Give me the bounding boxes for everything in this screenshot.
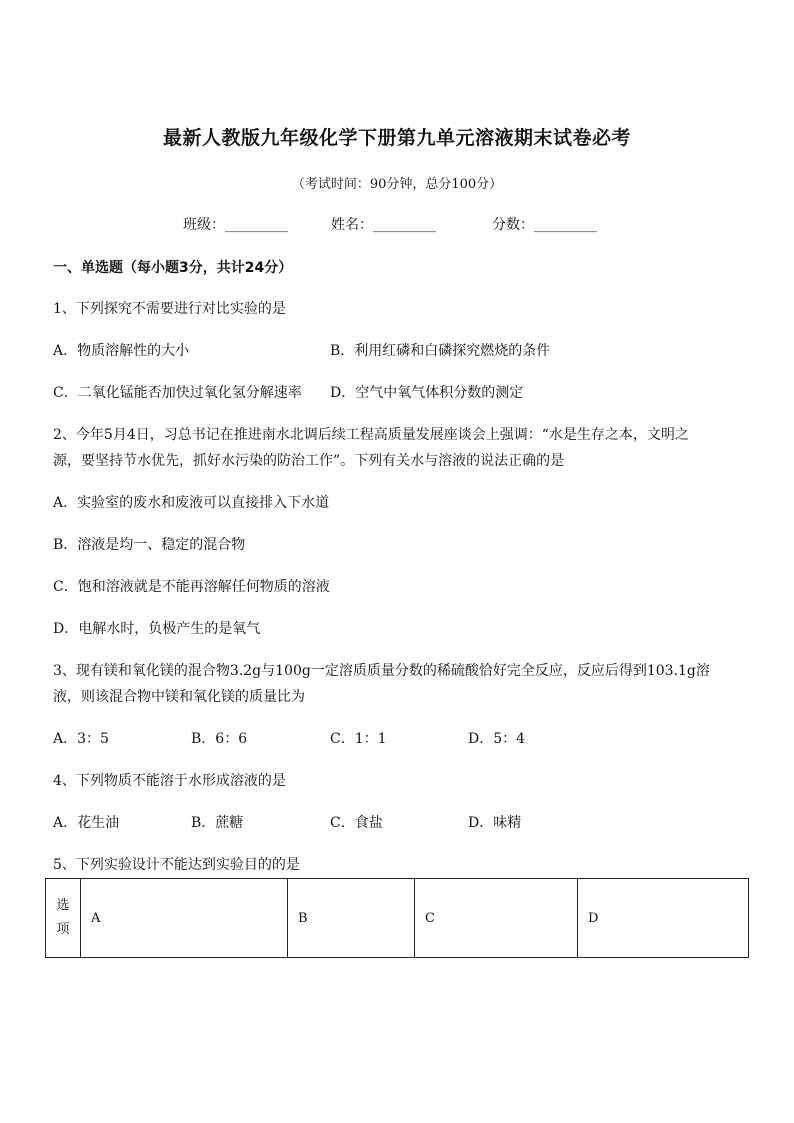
- question-3-option-c: C．1：1: [330, 731, 387, 747]
- table-cell-d: D: [578, 879, 749, 958]
- table-cell-b: B: [288, 879, 415, 958]
- exam-info: （考试时间：90分钟，总分100分）: [291, 177, 503, 192]
- table-cell-a: A: [81, 879, 288, 958]
- question-2-option-d: D．电解水时，负极产生的是氧气: [53, 621, 261, 637]
- question-2-option-b: B．溶液是均一、稳定的混合物: [53, 537, 246, 553]
- question-4-option-a: A．花生油: [53, 815, 120, 831]
- question-3-option-a: A．3：5: [53, 731, 109, 747]
- class-field: 班级：_________: [183, 217, 288, 233]
- question-1-option-c: C．二氧化锰能否加快过氧化氢分解速率: [53, 385, 302, 401]
- name-field: 姓名：_________: [331, 217, 436, 233]
- page-title: 最新人教版九年级化学下册第九单元溶液期末试卷必考: [162, 127, 631, 149]
- question-3-option-d: D．5：4: [468, 731, 526, 747]
- table-row: [46, 879, 749, 958]
- question-3-stem-line1: 3、现有镁和氧化镁的混合物3.2g与100g一定溶质质量分数的稀硫酸恰好完全反应，反应后得到103.1g溶: [53, 663, 710, 679]
- question-4-stem: 4、下列物质不能溶于水形成溶液的是: [53, 773, 286, 789]
- score-field: 分数：_________: [492, 217, 597, 233]
- table-header-char-1: 选: [56, 898, 70, 913]
- question-2-stem-line2: 源，要坚持节水优先，抓好水污染的防治工作”。下列有关水与溶液的说法正确的是: [53, 453, 565, 469]
- table-cell-c: C: [415, 879, 578, 958]
- question-5-stem: 5、下列实验设计不能达到实验目的的是: [53, 857, 300, 873]
- question-1-stem: 1、下列探究不需要进行对比实验的是: [53, 301, 286, 317]
- question-1-option-a: A．物质溶解性的大小: [53, 343, 190, 359]
- question-2-option-a: A．实验室的废水和废液可以直接排入下水道: [53, 495, 330, 511]
- question-2-option-c: C．饱和溶液就是不能再溶解任何物质的溶液: [53, 579, 330, 595]
- question-4-option-d: D．味精: [468, 815, 522, 831]
- question-4-option-c: C．食盐: [330, 815, 383, 831]
- question-2-stem-line1: 2、今年5月4日，习总书记在推进南水北调后续工程高质量发展座谈会上强调：“水是生存之本，文明之: [53, 427, 689, 443]
- table-header-char-2: 项: [56, 922, 70, 937]
- section-heading: 一、单选题（每小题3分，共计24分）: [53, 260, 293, 276]
- question-1-option-b: B．利用红磷和白磷探究燃烧的条件: [330, 343, 551, 359]
- options-table: [45, 878, 749, 958]
- question-4-option-b: B．蔗糖: [191, 815, 244, 831]
- question-3-option-b: B．6：6: [191, 731, 248, 747]
- table-header-cell: [46, 879, 81, 958]
- question-3-stem-line2: 液，则该混合物中镁和氧化镁的质量比为: [53, 689, 305, 705]
- question-1-option-d: D．空气中氧气体积分数的测定: [330, 385, 524, 401]
